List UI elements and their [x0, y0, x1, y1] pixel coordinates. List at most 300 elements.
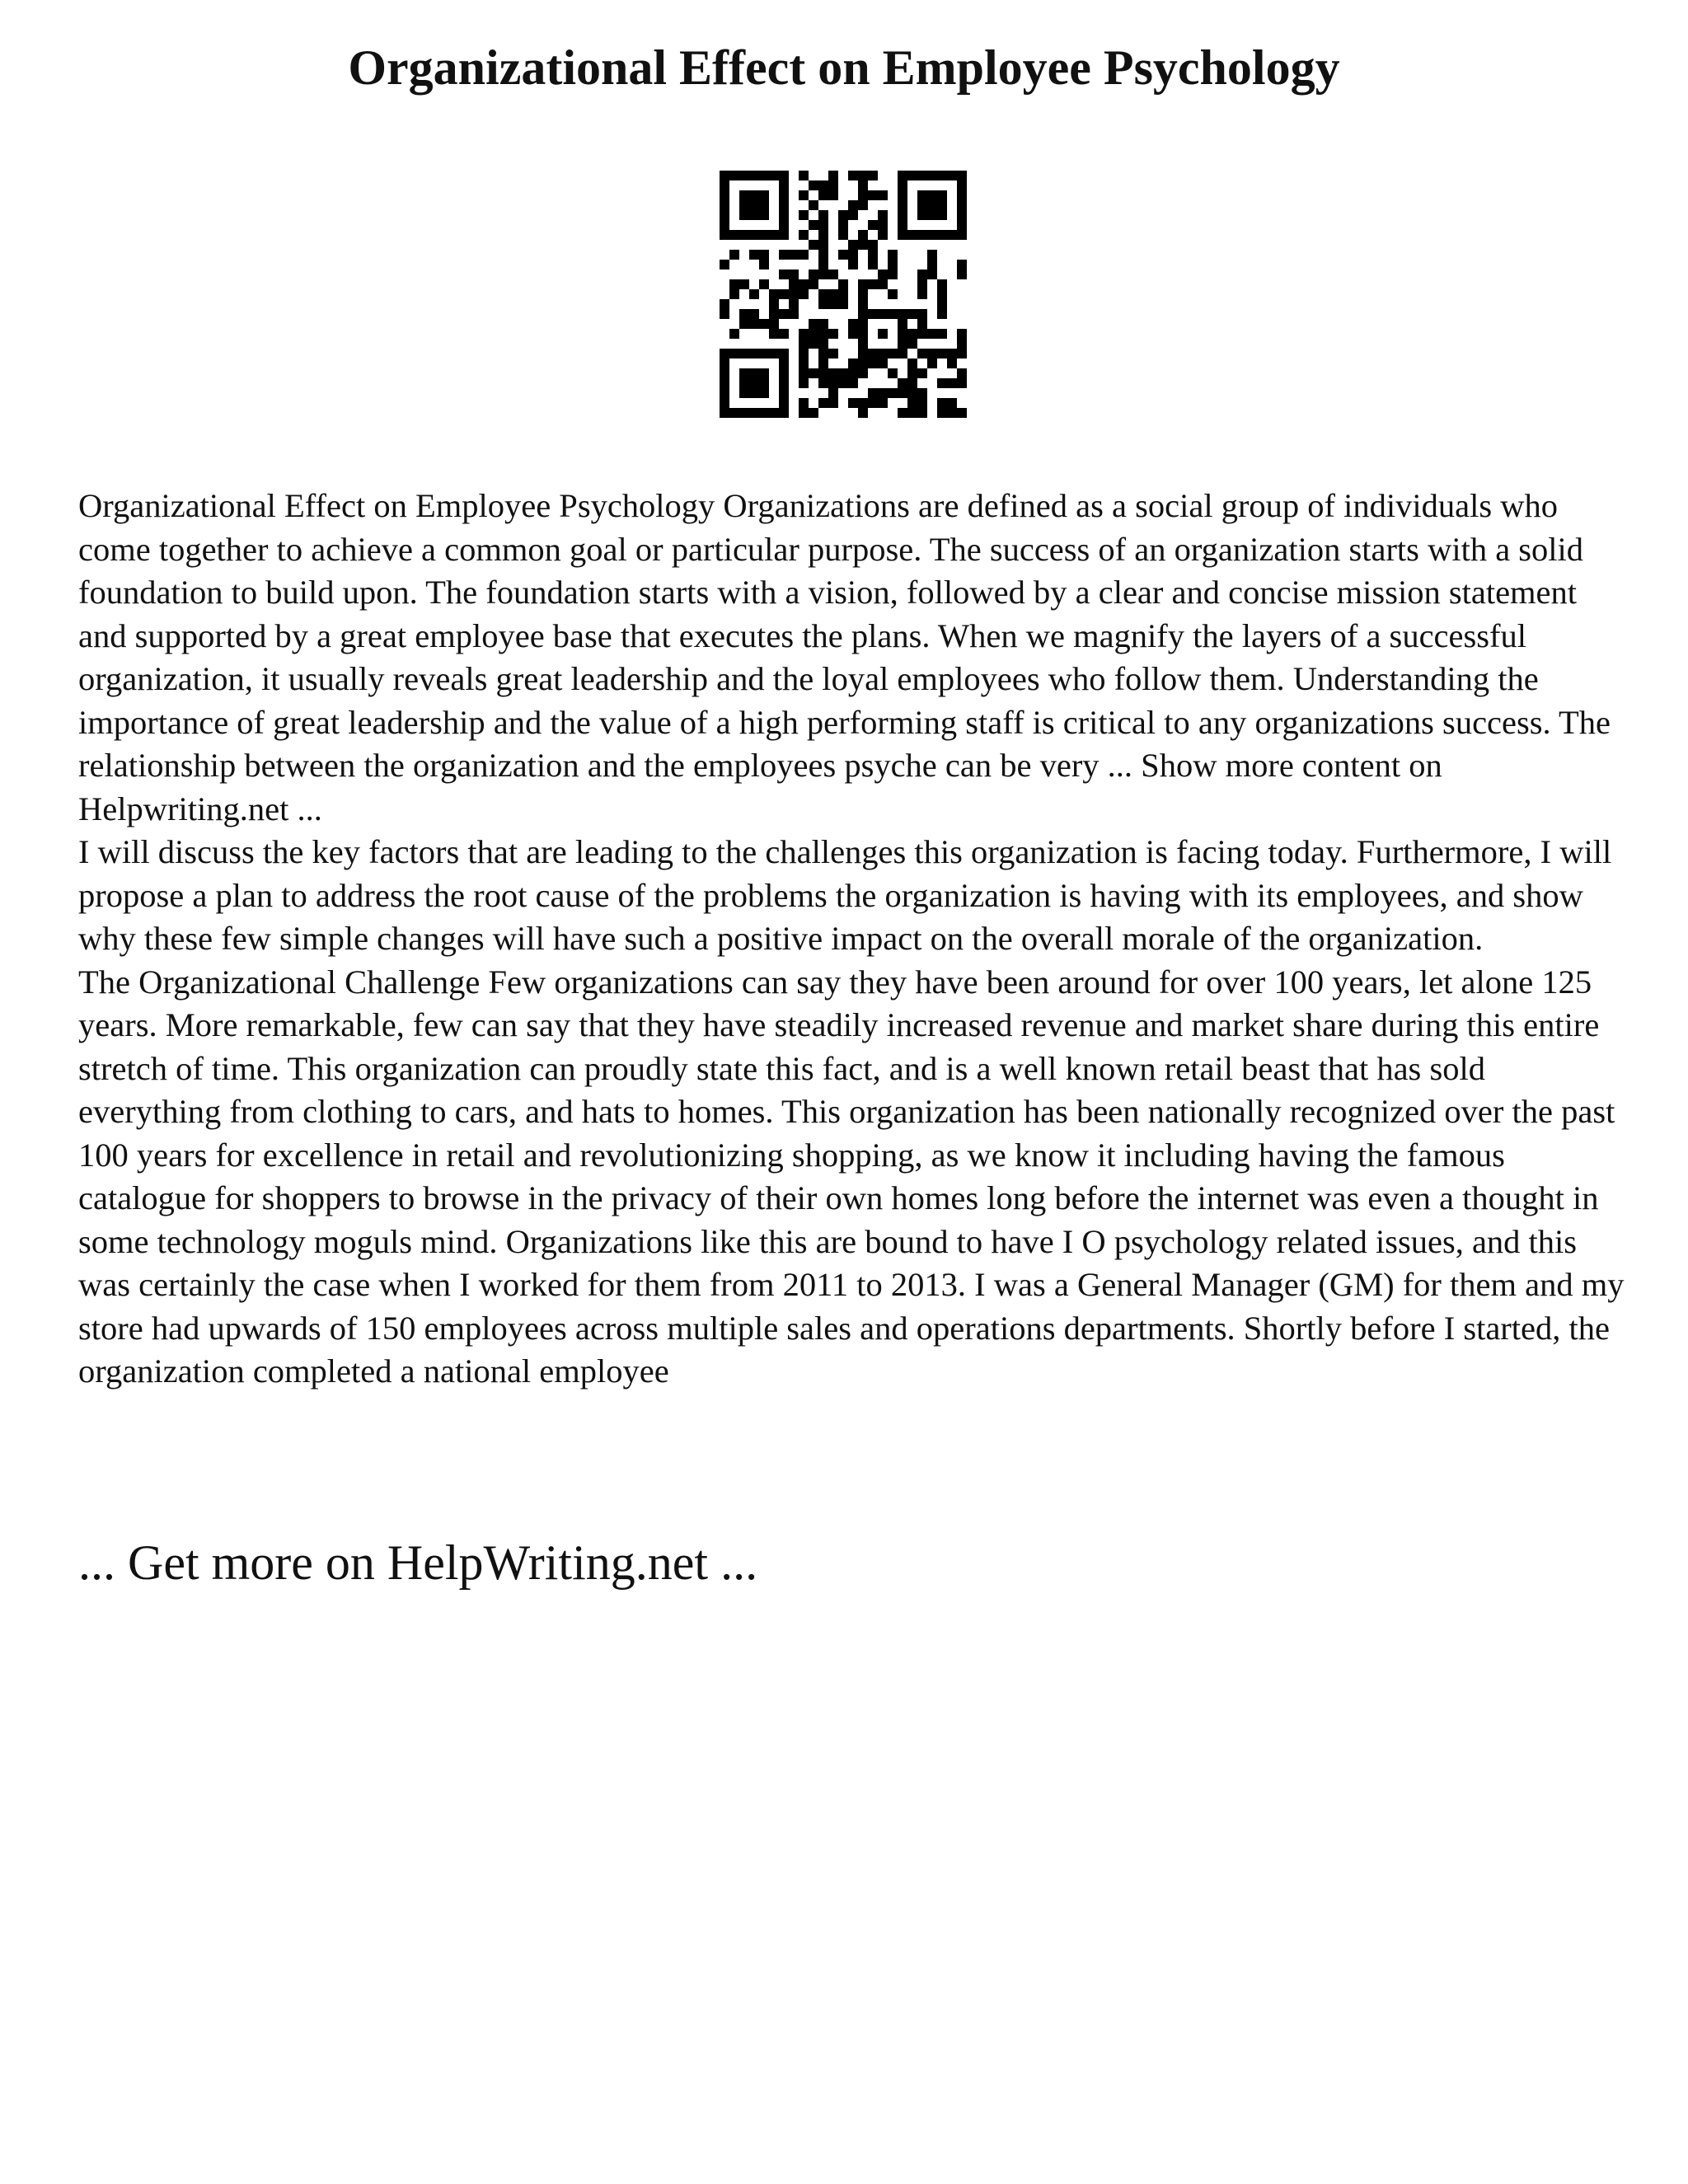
qr-module: [818, 329, 828, 339]
qr-module: [759, 408, 769, 418]
qr-module: [818, 299, 828, 309]
qr-module: [878, 210, 888, 220]
qr-module: [759, 190, 769, 200]
qr-module: [957, 180, 967, 190]
qr-module: [789, 279, 799, 289]
qr-module: [818, 230, 828, 240]
qr-module: [878, 230, 888, 240]
qr-module: [927, 269, 937, 279]
qr-module: [749, 319, 759, 329]
qr-module: [957, 269, 967, 279]
qr-module: [927, 171, 937, 180]
qr-module: [779, 180, 789, 190]
qr-module: [898, 319, 907, 329]
qr-module: [927, 190, 937, 200]
qr-module: [759, 368, 769, 378]
qr-module: [868, 260, 878, 269]
qr-module: [799, 378, 809, 388]
qr-module: [917, 349, 927, 359]
qr-module: [818, 398, 828, 408]
qr-module: [769, 309, 779, 319]
qr-module: [937, 279, 947, 289]
qr-module: [809, 200, 818, 210]
qr-module: [888, 260, 898, 269]
qr-module: [898, 180, 907, 190]
qr-module: [759, 349, 769, 359]
qr-module: [799, 210, 809, 220]
qr-module: [858, 349, 868, 359]
qr-module: [828, 329, 838, 339]
qr-module: [759, 260, 769, 269]
qr-module: [828, 269, 838, 279]
qr-module: [828, 388, 838, 398]
qr-module: [739, 171, 749, 180]
qr-module: [739, 230, 749, 240]
qr-module: [878, 220, 888, 230]
qr-module: [868, 220, 878, 230]
qr-module: [927, 230, 937, 240]
qr-module: [957, 230, 967, 240]
get-more-link[interactable]: ... Get more on HelpWriting.net ...: [78, 1535, 758, 1590]
qr-module: [749, 230, 759, 240]
qr-module: [937, 299, 947, 309]
qr-module: [838, 279, 848, 289]
qr-module: [739, 349, 749, 359]
qr-module: [927, 250, 937, 260]
qr-module: [818, 180, 828, 190]
qr-module: [898, 339, 907, 349]
qr-module: [838, 210, 848, 220]
qr-module: [789, 309, 799, 319]
qr-module: [818, 349, 828, 359]
qr-module: [898, 349, 907, 359]
qr-module: [799, 171, 809, 180]
qr-module: [779, 378, 789, 388]
qr-module: [917, 200, 927, 210]
qr-module: [898, 408, 907, 418]
qr-module: [739, 319, 749, 329]
qr-module: [838, 250, 848, 260]
qr-module: [779, 220, 789, 230]
qr-module: [917, 368, 927, 378]
qr-module: [818, 250, 828, 260]
qr-module: [769, 289, 779, 299]
qr-module: [838, 368, 848, 378]
qr-module: [868, 171, 878, 180]
qr-module: [828, 190, 838, 200]
qr-module: [888, 250, 898, 260]
qr-module: [927, 359, 937, 368]
qr-module: [858, 230, 868, 240]
qr-module: [848, 359, 858, 368]
qr-module: [759, 230, 769, 240]
qr-module: [917, 190, 927, 200]
qr-module: [858, 368, 868, 378]
qr-module: [739, 210, 749, 220]
qr-module: [729, 289, 739, 299]
qr-module: [858, 200, 868, 210]
qr-module: [868, 359, 878, 368]
qr-module: [907, 171, 917, 180]
qr-module: [759, 210, 769, 220]
qr-module: [818, 190, 828, 200]
qr-module: [749, 309, 759, 319]
qr-module: [868, 279, 878, 289]
qr-module: [809, 180, 818, 190]
qr-module: [809, 279, 818, 289]
qr-module: [809, 240, 818, 250]
qr-module: [888, 349, 898, 359]
qr-module: [828, 299, 838, 309]
qr-module: [739, 378, 749, 388]
qr-module: [927, 349, 937, 359]
qr-module: [907, 388, 917, 398]
qr-module: [878, 398, 888, 408]
qr-module: [957, 200, 967, 210]
qr-module: [809, 220, 818, 230]
qr-module: [947, 398, 957, 408]
qr-module: [957, 220, 967, 230]
qr-module: [729, 279, 739, 289]
qr-module: [917, 279, 927, 289]
qr-module: [799, 398, 809, 408]
qr-module: [917, 309, 927, 319]
qr-module: [779, 329, 789, 339]
qr-module: [937, 171, 947, 180]
qr-module: [759, 250, 769, 260]
qr-module: [957, 210, 967, 220]
qr-module: [917, 289, 927, 299]
qr-module: [937, 329, 947, 339]
qr-module: [868, 309, 878, 319]
qr-module: [759, 171, 769, 180]
qr-module: [828, 289, 838, 299]
qr-module: [799, 349, 809, 359]
qr-module: [720, 200, 729, 210]
qr-module: [947, 171, 957, 180]
qr-module: [779, 388, 789, 398]
qr-module: [858, 359, 868, 368]
qr-module: [937, 289, 947, 299]
qr-module: [868, 190, 878, 200]
qr-module: [779, 230, 789, 240]
qr-module: [947, 349, 957, 359]
qr-module: [858, 240, 868, 250]
qr-module: [818, 339, 828, 349]
qr-module: [957, 190, 967, 200]
qr-module: [749, 250, 759, 260]
qr-module: [888, 368, 898, 378]
qr-module: [917, 319, 927, 329]
qr-module: [848, 368, 858, 378]
qr-module: [828, 398, 838, 408]
qr-module: [957, 378, 967, 388]
qr-module: [898, 388, 907, 398]
qr-module: [779, 210, 789, 220]
qr-module: [838, 230, 848, 240]
qr-module: [917, 388, 927, 398]
qr-module: [749, 190, 759, 200]
qr-module: [947, 378, 957, 388]
qr-module: [809, 269, 818, 279]
qr-module: [927, 329, 937, 339]
qr-module: [858, 329, 868, 339]
qr-module: [739, 309, 749, 319]
qr-module: [907, 378, 917, 388]
qr-module: [818, 210, 828, 220]
qr-module: [739, 408, 749, 418]
qr-module: [769, 408, 779, 418]
qr-module: [739, 279, 749, 289]
qr-module: [729, 230, 739, 240]
qr-module: [749, 388, 759, 398]
qr-module: [799, 368, 809, 378]
qr-module: [720, 398, 729, 408]
qr-module: [818, 319, 828, 329]
qr-code-icon[interactable]: [720, 171, 967, 418]
qr-module: [848, 398, 858, 408]
qr-module: [858, 319, 868, 329]
qr-module: [898, 378, 907, 388]
qr-module: [809, 339, 818, 349]
qr-module: [907, 398, 917, 408]
qr-module: [809, 319, 818, 329]
qr-module: [729, 329, 739, 339]
qr-module: [868, 398, 878, 408]
qr-module: [769, 171, 779, 180]
qr-module: [878, 349, 888, 359]
qr-module: [937, 190, 947, 200]
qr-module: [858, 180, 868, 190]
qr-module: [868, 240, 878, 250]
qr-module: [828, 378, 838, 388]
qr-module: [858, 309, 868, 319]
qr-module: [759, 378, 769, 388]
qr-module: [878, 329, 888, 339]
qr-module: [888, 269, 898, 279]
qr-module: [848, 329, 858, 339]
document-body: [78, 485, 1628, 1394]
qr-module: [818, 269, 828, 279]
qr-module: [878, 359, 888, 368]
qr-module: [937, 230, 947, 240]
qr-module: [937, 378, 947, 388]
qr-module: [947, 230, 957, 240]
qr-module: [749, 289, 759, 299]
qr-module: [917, 408, 927, 418]
qr-module: [720, 210, 729, 220]
qr-module: [779, 289, 789, 299]
qr-module: [779, 269, 789, 279]
qr-module: [720, 359, 729, 368]
qr-module: [917, 398, 927, 408]
qr-module: [779, 408, 789, 418]
qr-module: [917, 210, 927, 220]
qr-module: [799, 289, 809, 299]
qr-module: [729, 349, 739, 359]
qr-module: [720, 171, 729, 180]
qr-module: [799, 279, 809, 289]
qr-module: [779, 250, 789, 260]
qr-module: [749, 378, 759, 388]
qr-module: [848, 210, 858, 220]
qr-module: [720, 260, 729, 269]
qr-module: [917, 269, 927, 279]
qr-module: [868, 250, 878, 260]
body-paragraph-1: Organizational Effect on Employee Psychology Organizations are defined as a social group of individuals who come together to achieve a common goal or particular purpose. The success of an organization starts with a solid foundation to build upon. The foundation starts with a vision, followed by a clear and concise mission statement and supported by a great employee base that executes the plans. When we magnify the layers of a successful organization, it usually reveals great leadership and the loyal employees who follow them. Understanding the importance of great leadership and the value of a high performing staff is critical to any organizations success. The relationship between the organization and the employees psyche can be very ... Show more content on Helpwriting.net ...: [78, 487, 1611, 827]
qr-module: [789, 269, 799, 279]
qr-module: [907, 368, 917, 378]
qr-module: [739, 190, 749, 200]
qr-module: [749, 349, 759, 359]
qr-module: [769, 349, 779, 359]
qr-module: [957, 260, 967, 269]
qr-module: [809, 329, 818, 339]
qr-module: [759, 200, 769, 210]
qr-module: [729, 250, 739, 260]
qr-module: [720, 190, 729, 200]
qr-module: [947, 359, 957, 368]
body-paragraph-2: I will discuss the key factors that are leading to the challenges this organization is facing today. Furthermore, I will propose a plan to address the root cause of the problems the organization is having with its employees, and show why these few simple changes will have such a positive impact on the overall morale of the organization.: [78, 833, 1612, 957]
qr-module: [858, 279, 868, 289]
qr-module: [838, 220, 848, 230]
qr-module: [799, 190, 809, 200]
qr-module: [759, 388, 769, 398]
qr-module: [907, 339, 917, 349]
qr-module: [907, 408, 917, 418]
qr-module: [818, 378, 828, 388]
qr-module: [878, 279, 888, 289]
qr-module: [848, 200, 858, 210]
qr-module: [749, 210, 759, 220]
qr-module: [720, 378, 729, 388]
qr-module: [927, 260, 937, 269]
qr-module: [937, 200, 947, 210]
qr-module: [799, 339, 809, 349]
qr-module: [848, 240, 858, 250]
qr-module: [888, 289, 898, 299]
qr-module: [848, 171, 858, 180]
qr-module: [759, 319, 769, 329]
qr-module: [828, 349, 838, 359]
qr-module: [818, 260, 828, 269]
qr-module: [858, 190, 868, 200]
qr-module: [749, 200, 759, 210]
qr-module: [809, 408, 818, 418]
qr-module: [818, 368, 828, 378]
qr-module: [720, 230, 729, 240]
qr-module: [898, 329, 907, 339]
qr-module: [789, 299, 799, 309]
qr-module: [809, 368, 818, 378]
qr-module: [779, 349, 789, 359]
qr-module: [957, 408, 967, 418]
qr-module: [957, 339, 967, 349]
qr-module: [917, 230, 927, 240]
qr-module: [749, 408, 759, 418]
qr-module: [878, 388, 888, 398]
qr-module: [828, 171, 838, 180]
qr-module: [720, 349, 729, 359]
qr-module: [838, 378, 848, 388]
qr-module: [720, 299, 729, 309]
qr-module: [937, 349, 947, 359]
qr-module: [779, 200, 789, 210]
qr-module: [907, 329, 917, 339]
qr-module: [858, 339, 868, 349]
qr-module: [799, 250, 809, 260]
qr-module: [789, 289, 799, 299]
qr-module: [848, 250, 858, 260]
body-paragraph-3: The Organizational Challenge Few organizations can say they have been around for over 100 years, let alone 125 years. More remarkable, few can say that they have steadily increased revenue and market share during this entire stretch of time. This organization can proudly state this fact, and is a well known retail beast that has sold everything from clothing to cars, and hats to homes. This organization has been nationally recognized over the past 100 years for excellence in retail and revolutionizing shopping, as we know it including having the famous catalogue for shoppers to browse in the privacy of their own homes long before the internet was even a thought in some technology moguls mind. Organizations like this are bound to have I O psychology related issues, and this was certainly the case when I worked for them from 2011 to 2013. I was a General Manager (GM) for them and my store had upwards of 150 employees across multiple sales and operations departments. Shortly before I started, the organization completed a national employee: [78, 963, 1625, 1390]
qr-module: [937, 398, 947, 408]
qr-module: [828, 368, 838, 378]
qr-module: [917, 329, 927, 339]
qr-module: [720, 220, 729, 230]
qr-module: [720, 180, 729, 190]
qr-module: [749, 171, 759, 180]
qr-module: [937, 408, 947, 418]
qr-module: [779, 190, 789, 200]
qr-module: [759, 279, 769, 289]
qr-module: [838, 299, 848, 309]
qr-module: [749, 368, 759, 378]
qr-module: [868, 349, 878, 359]
qr-module: [858, 408, 868, 418]
qr-module: [838, 289, 848, 299]
qr-module: [779, 398, 789, 408]
qr-module: [828, 180, 838, 190]
qr-module: [858, 171, 868, 180]
qr-module: [937, 309, 947, 319]
qr-module: [739, 200, 749, 210]
document-title: Organizational Effect on Employee Psychology: [348, 40, 1340, 95]
qr-module: [927, 200, 937, 210]
qr-module: [848, 319, 858, 329]
qr-module: [898, 230, 907, 240]
qr-module: [779, 368, 789, 378]
qr-module: [779, 309, 789, 319]
qr-module: [898, 309, 907, 319]
qr-module: [917, 171, 927, 180]
qr-module: [957, 368, 967, 378]
qr-module: [818, 220, 828, 230]
qr-module: [720, 408, 729, 418]
qr-module: [848, 378, 858, 388]
qr-module: [789, 250, 799, 260]
qr-module: [799, 359, 809, 368]
qr-module: [898, 190, 907, 200]
qr-module: [858, 289, 868, 299]
qr-module: [927, 210, 937, 220]
qr-module: [779, 171, 789, 180]
qr-module: [818, 289, 828, 299]
qr-module: [739, 388, 749, 398]
qr-module: [868, 388, 878, 398]
qr-module: [720, 368, 729, 378]
qr-module: [818, 359, 828, 368]
qr-module: [799, 230, 809, 240]
qr-module: [907, 309, 917, 319]
qr-module: [888, 388, 898, 398]
qr-module: [779, 359, 789, 368]
qr-module: [898, 200, 907, 210]
qr-module: [799, 329, 809, 339]
qr-module: [898, 171, 907, 180]
qr-module: [937, 210, 947, 220]
qr-module: [848, 260, 858, 269]
qr-module: [720, 388, 729, 398]
